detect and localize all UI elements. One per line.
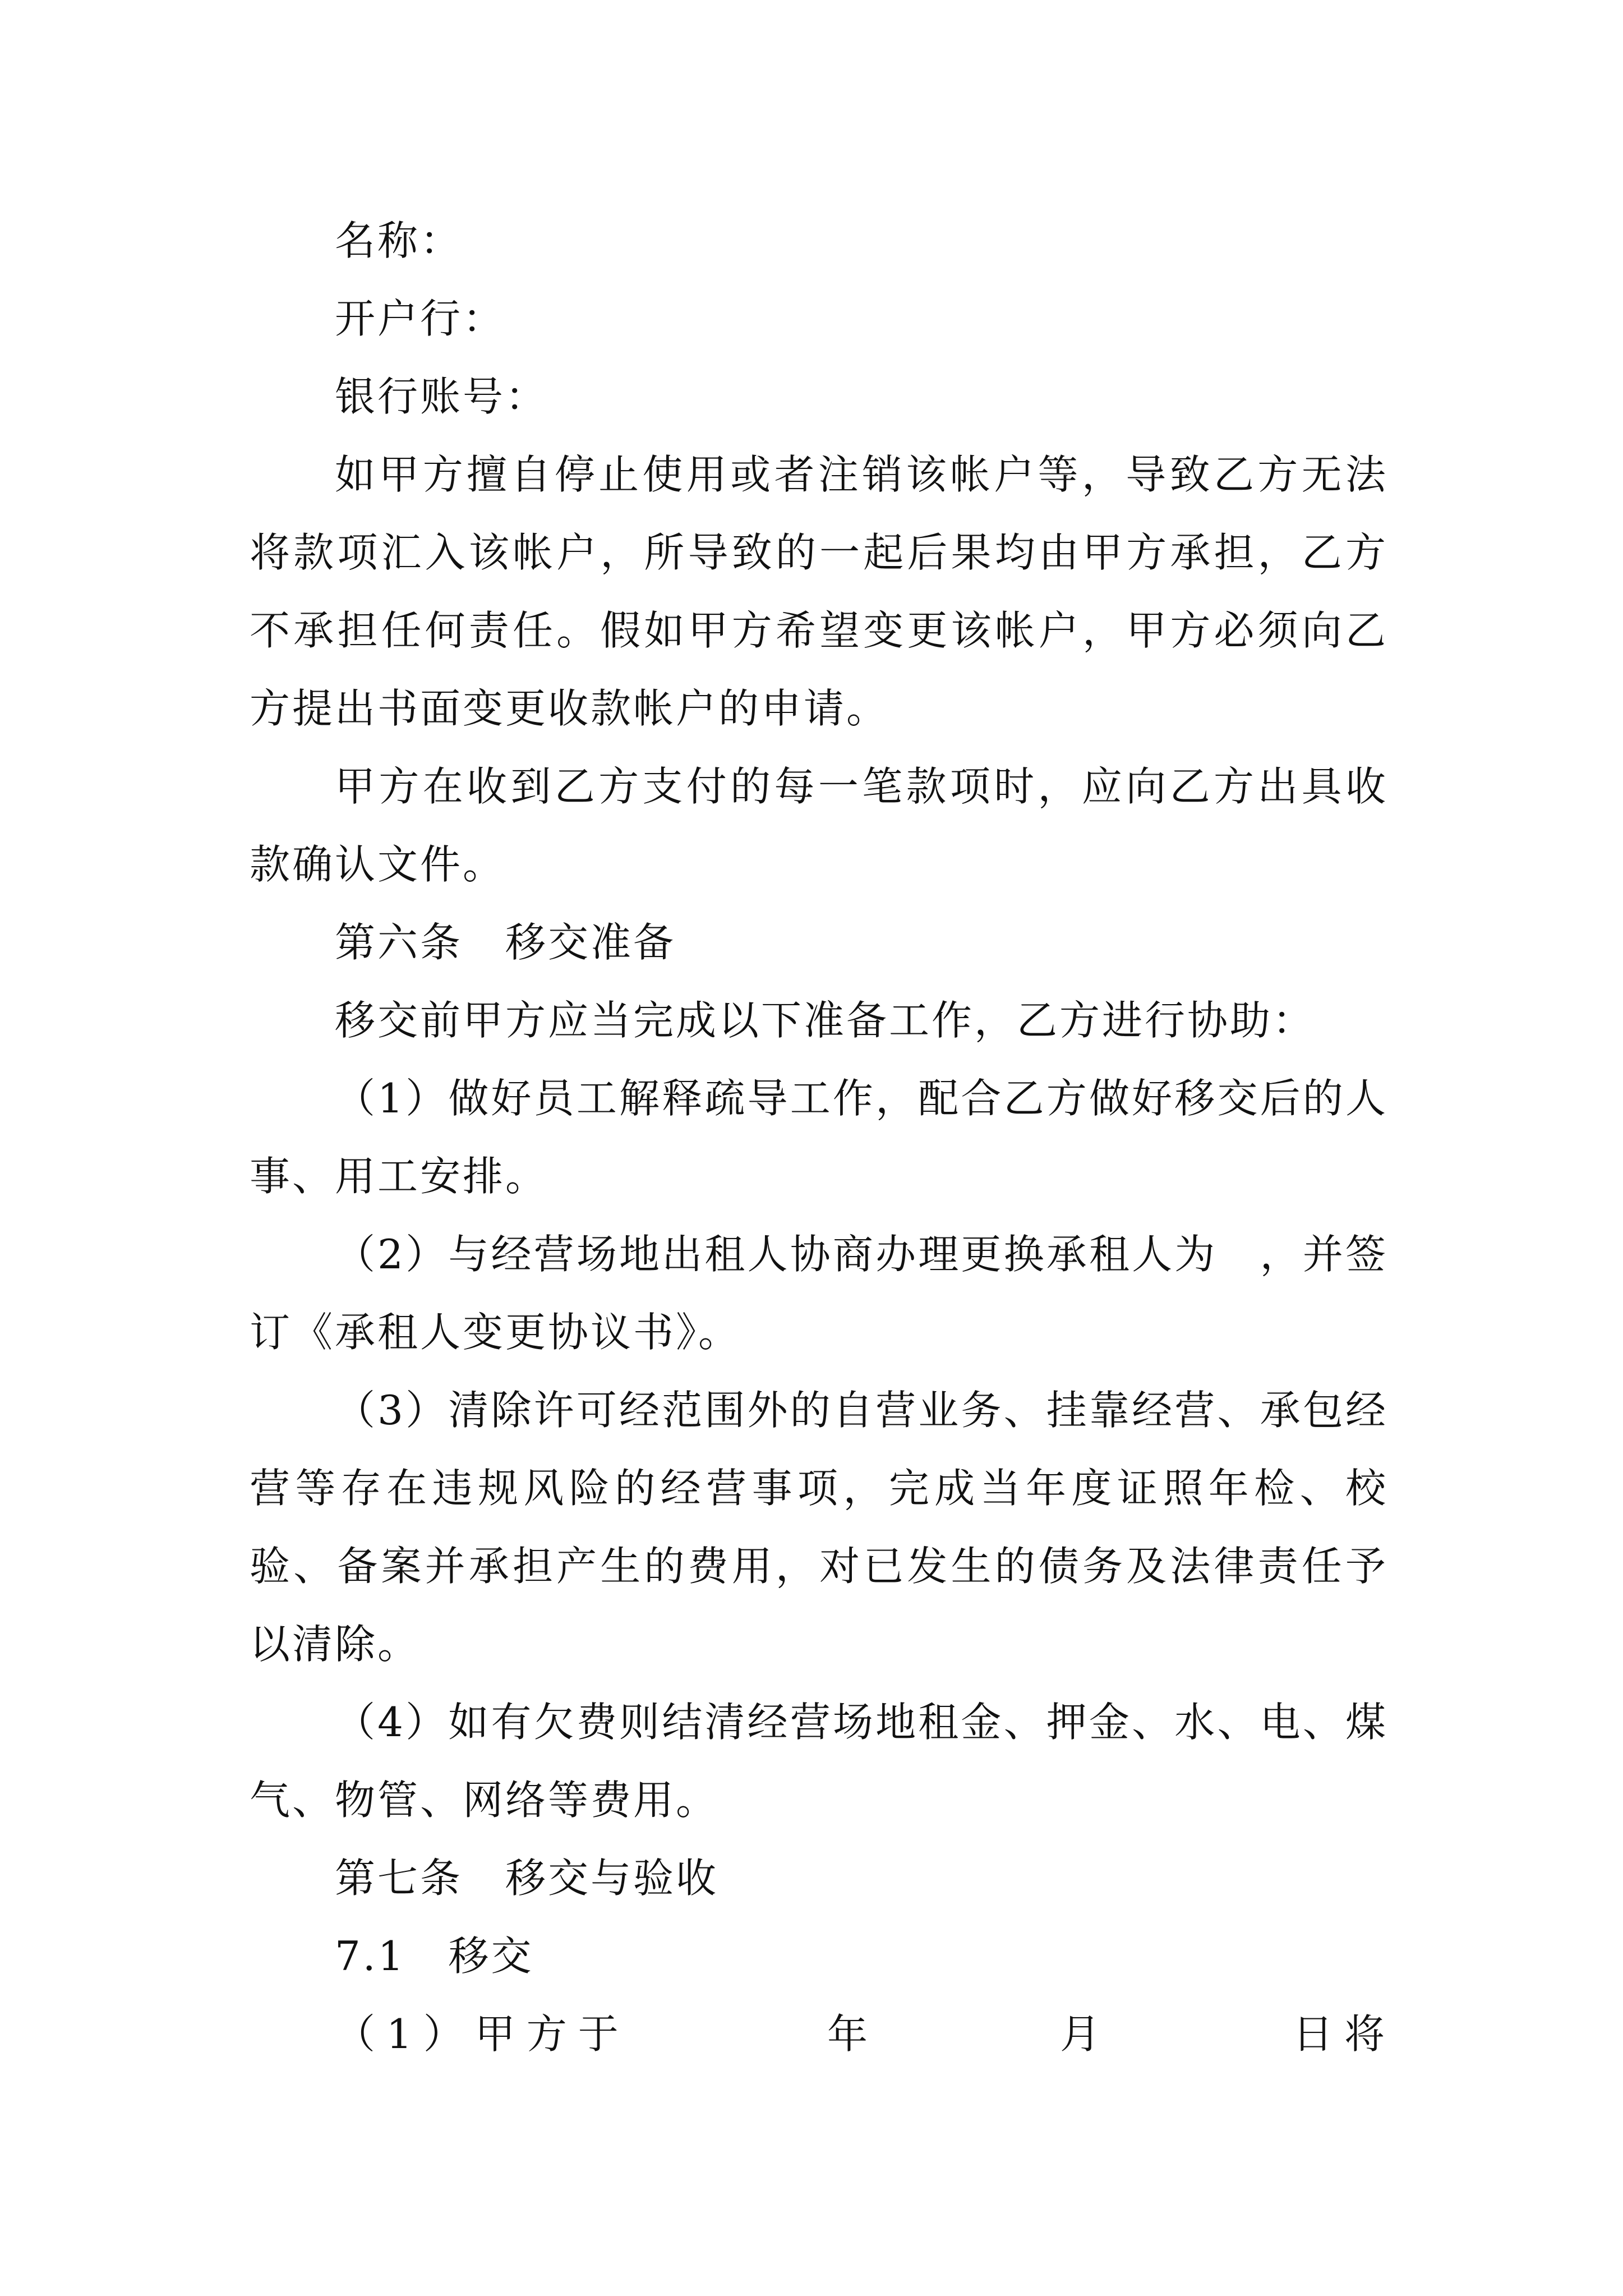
- account-line: 银行账号：: [335, 373, 548, 420]
- bank-line: 开户行：: [335, 295, 506, 342]
- document-body: [250, 202, 1396, 2073]
- receipt-paragraph: 甲方在收到乙方支付的每一笔款项时，应向乙方出具收款确认文件。: [250, 763, 1388, 888]
- article-6-item-4: （4）如有欠费则结清经营场地租金、押金、水、电、煤气、物管、网络等费用。: [250, 1699, 1388, 1824]
- date-line-day: 日将: [1293, 2010, 1396, 2058]
- section-7-1-title: 7.1 移交: [335, 1932, 534, 1980]
- article-6-title: 第六条 移交准备: [335, 919, 676, 966]
- article-7-title: 第七条 移交与验收: [335, 1855, 719, 1902]
- article-6-item-3: （3）清除许可经范围外的自营业务、挂靠经营、承包经营等存在违规风险的经营事项，完成当年度证照年检、校验、备案并承担产生的费用，对已发生的债务及法律责任予以清除。: [250, 1387, 1388, 1668]
- date-line-year: 年: [827, 2010, 868, 2058]
- date-line-prefix: （1）甲方于: [335, 2010, 630, 2058]
- name-line: 名称：: [335, 217, 463, 264]
- article-6-item-1: （1）做好员工解释疏导工作，配合乙方做好移交后的人事、用工安排。: [250, 1075, 1388, 1200]
- article-6-item-2: （2）与经营场地出租人协商办理更换承租人为 ，并签订《承租人变更协议书》。: [250, 1231, 1388, 1356]
- account-paragraph: 如甲方擅自停止使用或者注销该帐户等，导致乙方无法将款项汇入该帐户，所导致的一起后果均由甲方承担，乙方不承担任何责任。假如甲方希望变更该帐户，甲方必须向乙方提出书面变更收款帐户的申请。: [250, 451, 1388, 732]
- article-6-intro: 移交前甲方应当完成以下准备工作，乙方进行协助：: [335, 997, 1316, 1044]
- transfer-date-line: [250, 1995, 1396, 2073]
- date-line-month: 月: [1060, 2010, 1101, 2058]
